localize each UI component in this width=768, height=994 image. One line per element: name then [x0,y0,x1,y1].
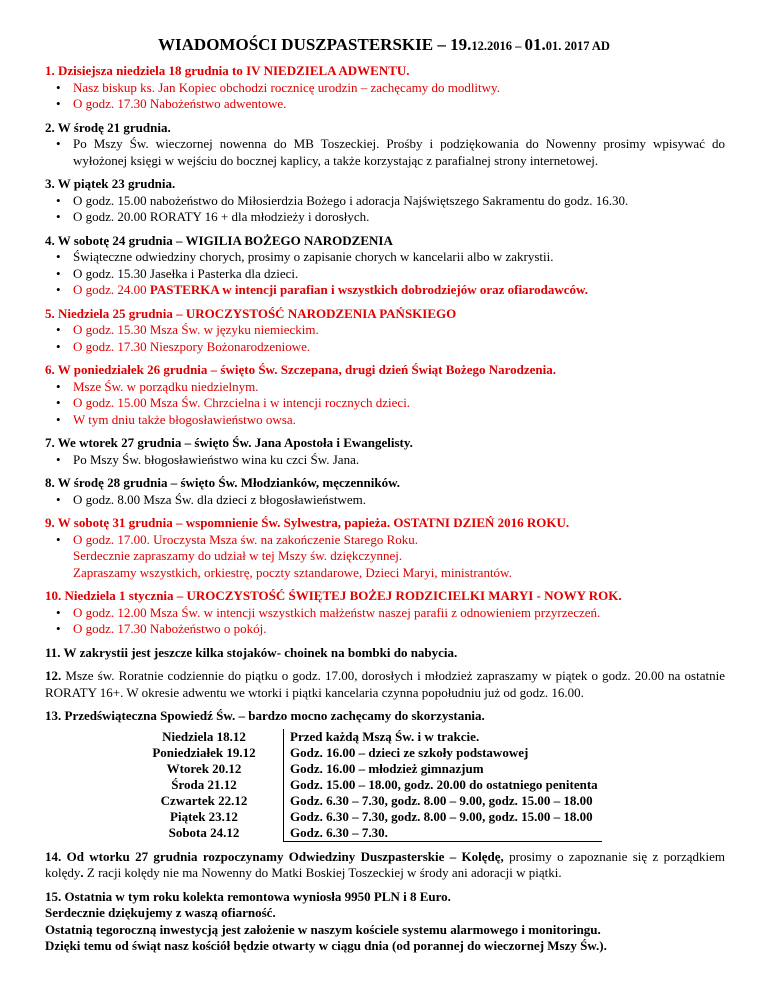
section-heading: 4. W sobotę 24 grudnia – WIGILIA BOŻEGO NARODZENIA [45,232,393,248]
list-item: • O godz. 17.30 Nieszpory Bożonarodzeniowe. [73,339,725,356]
section-3 [45,176,725,226]
section-12: 12. Msze św. Roratnie codziennie do piątku o godz. 17.00, dorosłych i młodzież zapraszamy w piątek o godz. 20.00 na ostatnie RORATY 16+. W okresie adwentu we wtorki i piątki kancelaria czynna popołudniu już od godz. 16.00. [45,668,725,700]
section-heading: 7. We wtorek 27 grudnia – święto Św. Jana Apostoła i Ewangelisty. [45,435,413,450]
list-item: • O godz. 15.30 Msza Św. w języku niemieckim. [73,322,725,339]
section-heading: 10. Niedziela 1 stycznia – UROCZYSTOŚĆ ŚWIĘTEJ BOŻEJ RODZICIELKI MARYI - NOWY ROK. [45,588,622,603]
section-list [45,193,725,226]
list-item: • Po Mszy Św. błogosławieństwo wina ku czci Św. Jana. [73,452,725,469]
section-heading: 13. Przedświąteczna Spowiedź Św. – bardzo mocno zachęcamy do skorzystania. [45,708,485,723]
section-heading: 11. W zakrystii jest jeszcze kilka stojaków- choinek na bombki do nabycia. [45,644,458,660]
section-10 [45,588,725,638]
list-item: • W tym dniu także błogosławieństwo owsa. [73,412,725,429]
section-heading: 1. Dzisiejsza niedziela 18 grudnia to IV NIEDZIELA ADWENTU. [45,63,410,78]
section-list [45,80,725,113]
section-list [45,492,725,509]
section-heading: 8. W środę 28 grudnia – święto Św. Młodzianków, męczenników. [45,475,401,490]
list-item: • O godz. 17.00. Uroczysta Msza św. na zakończenie Starego Roku. [73,532,725,549]
section-14: 14. Od wtorku 27 grudnia rozpoczynamy Odwiedziny Duszpasterskie – Kolędę, prosimy o zapoznanie się z porządkiem kolędy. Z racji kolędy nie ma Nowenny do Matki Boskiej Toszeckiej w środy ani adoracji w piątki. [45,848,725,880]
list-item: • O godz. 15.00 Msza Św. Chrzcielna i w intencji rocznych dzieci. [73,395,725,412]
section-list [45,322,725,355]
section-list [45,605,725,638]
list-item: • Msze Św. w porządku niedzielnym. [73,379,725,396]
list-item: • O godz. 15.30 Jasełka i Pasterka dla dzieci. [73,266,725,283]
table-row: Wtorek 20.12 Godz. 16.00 – młodzież gimnazjum [125,761,602,777]
section-13 [45,708,725,842]
list-item: • O godz. 15.00 nabożeństwo do Miłosierdzia Bożego i adoracja Najświętszego Sakramentu do godz. 16.30. [73,193,725,210]
section-heading: 9. W sobotę 31 grudnia – wspomnienie Św. Sylwestra, papieża. OSTATNI DZIEŃ 2016 ROKU. [45,515,570,530]
section-heading: 2. W środę 21 grudnia. [45,119,171,135]
section-6 [45,362,725,428]
list-item: • O godz. 17.30 Nabożeństwo adwentowe. [73,96,725,113]
section-heading: 3. W piątek 23 grudnia. [45,176,176,191]
section-2 [45,120,725,170]
section-5 [45,306,725,356]
section-heading: 6. W poniedziałek 26 grudnia – święto Św. Szczepana, drugi dzień Świąt Bożego Narodzenia. [45,362,557,377]
table-row: Niedziela 18.12 Przed każdą Mszą Św. i w trakcie. [125,729,602,745]
section-list [45,532,725,549]
section-list [45,452,725,469]
section-4 [45,233,725,299]
section-note: Zapraszamy wszystkich, orkiestrę, poczty sztandarowe, Dzieci Maryi, ministrantów. [73,564,512,580]
list-item: • Nasz biskup ks. Jan Kopiec obchodzi rocznicę urodzin – zachęcamy do modlitwy. [73,80,725,97]
table-row: Czwartek 22.12 Godz. 6.30 – 7.30, godz. 8.00 – 9.00, godz. 15.00 – 18.00 [125,793,602,809]
section-7 [45,435,725,468]
section-1 [45,63,725,113]
section-list [45,136,725,169]
table-row: Sobota 24.12 Godz. 6.30 – 7.30. [125,825,602,842]
section-11 [45,645,725,662]
page-title: WIADOMOŚCI DUSZPASTERSKIE – 19.12.2016 – 01.01. 2017 AD [158,35,610,54]
section-heading: 5. Niedziela 25 grudnia – UROCZYSTOŚĆ NARODZENIA PAŃSKIEGO [45,305,457,321]
list-item: • O godz. 8.00 Msza Św. dla dzieci z błogosławieństwem. [73,492,725,509]
section-15: 15. Ostatnia w tym roku kolekta remontowa wyniosła 9950 PLN i 8 Euro. Serdecznie dziękujemy z waszą ofiarność. Ostatnią tegoroczną inwestycją jest założenie w naszym kościele systemu alarmowego i monitoringu. Dzięki temu od świąt nasz kościół będzie otwarty w ciągu dnia (od porannej do wieczornej Mszy Św.). [45,888,607,953]
list-item: • O godz. 17.30 Nabożeństwo o pokój. [73,621,725,638]
list-item: • O godz. 20.00 RORATY 16 + dla młodzieży i dorosłych. [73,209,725,226]
table-row: Piątek 23.12 Godz. 6.30 – 7.30, godz. 8.00 – 9.00, godz. 15.00 – 18.00 [125,809,602,825]
section-list [45,379,725,429]
table-row: Środa 21.12 Godz. 15.00 – 18.00, godz. 20.00 do ostatniego penitenta [125,777,602,793]
list-item: • Po Mszy Św. wieczornej nowenna do MB Toszeckiej. Prośby i podziękowania do Nowenny prosimy wpisywać do wyłożonej księgi w wejściu do bocznej kaplicy, a także korzystając z parafialnej strony internetowej. [73,136,725,169]
confession-schedule-table [125,729,602,842]
section-9 [45,515,725,581]
section-list [45,249,725,299]
list-item: • O godz. 24.00 PASTERKA w intencji parafian i wszystkich dobrodziejów oraz ofiarodawców. [73,282,725,299]
announcements [45,60,725,955]
table-row: Poniedziałek 19.12 Godz. 16.00 – dzieci ze szkoły podstawowej [125,745,602,761]
section-8 [45,475,725,508]
section-note: Serdecznie zapraszamy do udział w tej Mszy św. dziękczynnej. [73,548,403,563]
list-item: • O godz. 12.00 Msza Św. w intencji wszystkich małżeństw naszej parafii z odnowieniem przyrzeczeń. [73,605,725,622]
list-item: • Świąteczne odwiedziny chorych, prosimy o zapisanie chorych w kancelarii albo w zakrystii. [73,249,725,266]
